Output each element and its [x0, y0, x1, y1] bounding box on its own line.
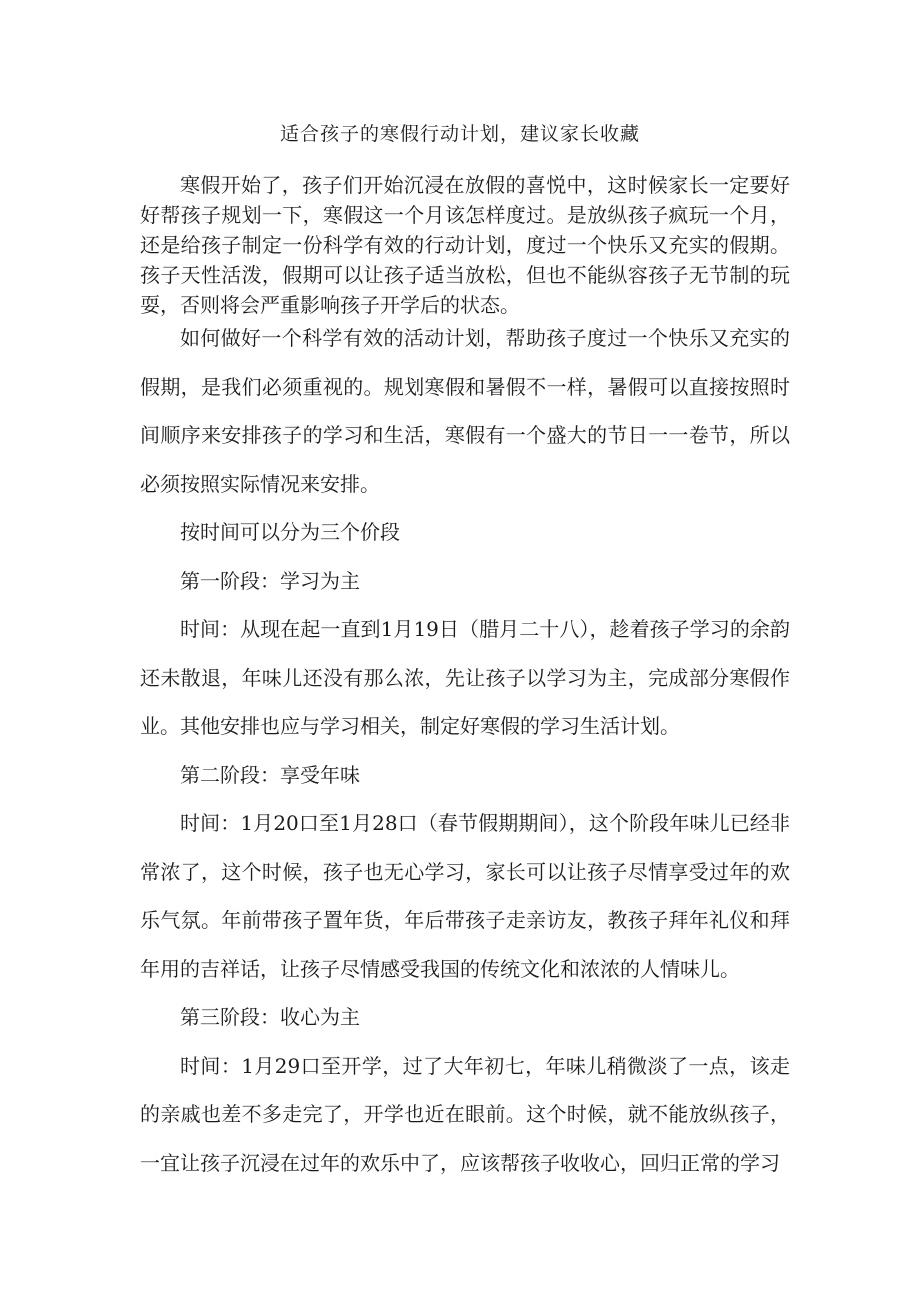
stages-intro: 按时间可以分为三个价段: [180, 520, 400, 544]
stage1-heading: 第一阶段：学习为主: [180, 568, 360, 593]
intro-paragraph: 寒假开始了，孩子们开始沉浸在放假的喜悦中，这时候家长一定要好好帮孩子规划一下，寒假这一个月该怎样度过。是放纵孩子疯玩一个月，还是给孩子制定一份科学有效的行动计划，度过一个快乐又充实的假期。孩子天性活泼，假期可以让孩子适当放松，但也不能纵容孩子无节制的玩耍，否则将会严重影响孩子开学后的状态。: [140, 173, 790, 317]
stage2-heading: 第二阶段：享受年味: [180, 762, 360, 787]
stage3-paragraph: 时间：1月29口至开学，过了大年初七，年味儿稍微淡了一点，该走的亲戚也差不多走完了，开学也近在眼前。这个时候，就不能放纵孩子，一宜让孩子沉浸在过年的欢乐中了，应该帮孩子收收心，回归正常的学习: [140, 1053, 790, 1175]
stage3-heading: 第三阶段：收心为主: [180, 1005, 360, 1029]
stage2-paragraph: 时间：1月20口至1月28口（春节假期期间），这个阶段年味儿已经非常浓了，这个时候，孩子也无心学习，家长可以让孩子尽情享受过年的欢乐气氛。年前带孩子置年货，年后带孩子走亲访友，教孩子拜年礼仪和拜年用的吉祥话，让孩子尽情感受我国的传统文化和浓浓的人情味儿。: [140, 811, 790, 981]
document-title: 适合孩子的寒假行动计划，建议家长收藏: [279, 123, 640, 145]
plan-paragraph: 如何做好一个科学有效的活动计划，帮助孩子度过一个快乐又充实的假期，是我们必须重视的。规划寒假和暑假不一样，暑假可以直接按照时间顺序来安排孩子的学习和生活，寒假有一个盛大的节日一一卷节，所以必须按照实际情况来安排。: [140, 326, 790, 496]
document-body: [140, 314, 790, 1187]
stage1-paragraph: 时间：从现在起一直到1月19日（腊月二十八），趁着孩子学习的余韵还未散退，年味儿还没有那么浓，先让孩子以学习为主，完成部分寒假作业。其他安排也应与学习相关，制定好寒假的学习生活计划。: [140, 617, 790, 738]
